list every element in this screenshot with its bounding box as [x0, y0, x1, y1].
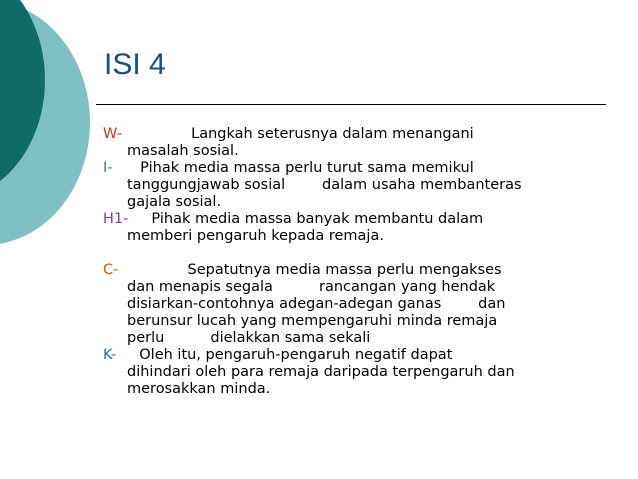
- item-line: [103, 160, 623, 177]
- item-line: merosakkan minda.: [127, 381, 271, 397]
- item-label: C-: [103, 262, 119, 278]
- item-text: Oleh itu, pengaruh-pengaruh negatif dapat: [116, 347, 453, 363]
- item-text: Sepatutnya media massa perlu mengakses: [118, 262, 502, 278]
- list-item-k: [103, 347, 623, 398]
- item-line: [103, 347, 623, 364]
- item-line: [103, 211, 623, 228]
- item-line: [103, 262, 623, 279]
- item-line: berunsur lucah yang mempengaruhi minda remaja: [127, 313, 498, 329]
- item-line: [103, 126, 623, 143]
- item-line: tanggungjawab sosial dalam usaha membanteras: [127, 177, 522, 193]
- item-label: H1-: [103, 211, 129, 227]
- item-line: dihindari oleh para remaja daripada terpengaruh dan: [127, 364, 515, 380]
- item-label: K-: [103, 347, 117, 363]
- title-divider: [96, 104, 606, 105]
- item-line: disiarkan-contohnya adegan-adegan ganas dan: [127, 296, 506, 312]
- item-text: Langkah seterusnya dalam menangani: [121, 126, 474, 142]
- item-text: Pihak media massa perlu turut sama memikul: [112, 160, 474, 176]
- item-line: gajala sosial.: [127, 194, 222, 210]
- item-line: memberi pengaruh kepada remaja.: [127, 228, 384, 244]
- item-text: Pihak media massa banyak membantu dalam: [128, 211, 484, 227]
- paragraph-gap: [103, 245, 623, 262]
- item-line: dan menapis segala rancangan yang hendak: [127, 279, 496, 295]
- slide-body: [103, 126, 623, 398]
- item-label: I-: [103, 160, 113, 176]
- list-item-c: [103, 262, 623, 347]
- list-item-h1: [103, 211, 623, 245]
- item-label: W-: [103, 126, 122, 142]
- slide-title: ISI 4: [104, 48, 166, 81]
- item-line: perlu dielakkan sama sekali: [127, 330, 371, 346]
- item-line: masalah sosial.: [127, 143, 239, 159]
- list-item-w: [103, 126, 623, 160]
- list-item-i: [103, 160, 623, 211]
